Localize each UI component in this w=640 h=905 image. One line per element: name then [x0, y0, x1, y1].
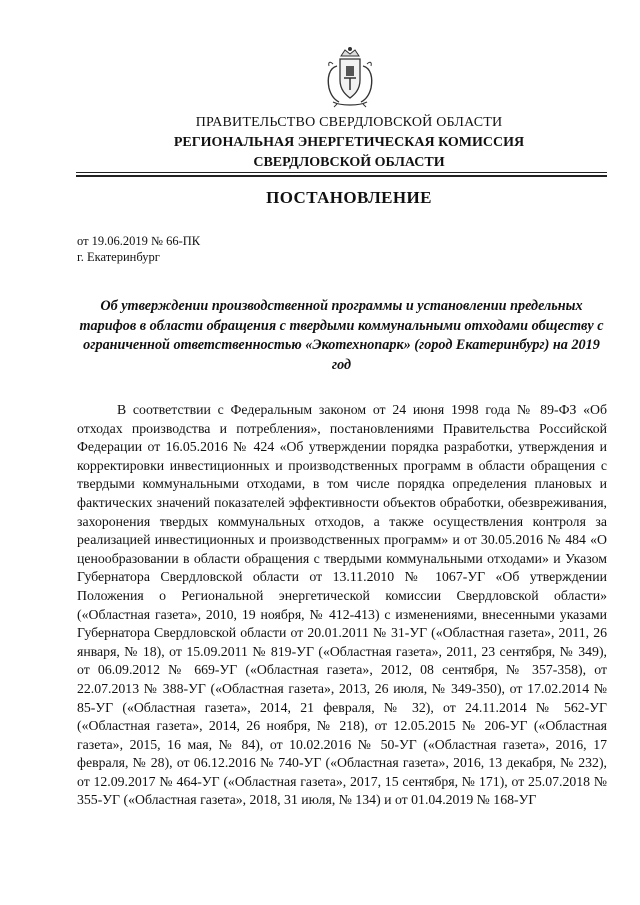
commission-name: РЕГИОНАЛЬНАЯ ЭНЕРГЕТИЧЕСКАЯ КОМИССИЯ — [173, 135, 525, 150]
header-divider-thick — [76, 175, 607, 177]
coat-of-arms-icon — [319, 46, 381, 108]
region-name: СВЕРДЛОВСКОЙ ОБЛАСТИ — [253, 155, 445, 170]
issuer-header — [0, 113, 640, 173]
document-type-title: ПОСТАНОВЛЕНИЕ — [266, 188, 432, 207]
issue-city: г. Екатеринбург — [77, 250, 160, 264]
body-paragraph: В соответствии с Федеральным законом от 24 июня 1998 года № 89-ФЗ «Об отходах производства и потребления», постановлениями Правительства Российской Федерации от 16.05.2016 № 424 «Об утверждении порядка разработки, утверждения и корректировки инвестиционных и производственных программ в области обращения с твердыми коммунальными отходами, в том числе порядка определения плановых и фактических значений показателей эффективности объектов обработки, обезвреживания, захоронения твердых коммунальных отходов, а также осуществления контроля за реализацией инвестиционных и производственных программ» и от 30.05.2016 № 484 «О ценообразовании в области обращения с твердыми коммунальными отходами» и Указом Губернатора Свердловской области от 13.11.2010 № 1067-УГ «Об утверждении Положения о Региональной энергетической комиссии Свердловской области» («Областная газета», 2010, 19 ноября, № 412-413) с изменениями, внесенными указами Губернатора Свердловской области от 20.01.2011 № 31-УГ («Областная газета», 2011, 26 января, № 18), от 15.09.2011 № 819-УГ («Областная газета», 2011, 23 сентября, № 349), от 06.09.2012 № 669-УГ («Областная газета», 2012, 08 сентября, № 357-358), от 22.07.2013 № 388-УГ («Областная газета», 2013, 26 июля, № 349-350), от 17.02.2014 № 85-УГ («Областная газета», 2014, 21 февраля, № 32), от 24.11.2014 № 562-УГ («Областная газета», 2014, 26 ноября, № 218), от 12.05.2015 № 206-УГ («Областная газета», 2015, 16 мая, № 84), от 10.02.2016 № 50-УГ («Областная газета», 2016, 17 февраля, № 28), от 06.12.2016 № 740-УГ («Областная газета», 2016, 13 декабря, № 232), от 12.09.2017 № 464-УГ («Областная газета», 2017, 15 сентября, № 171), от 25.07.2018 № 355-УГ («Областная газета», 2018, 31 июля, № 134) и от 01.04.2019 № 168-УГ — [77, 402, 607, 808]
date-and-number: от 19.06.2019 № 66-ПК — [77, 234, 201, 248]
document-subject: Об утверждении производственной программы и установлении предельных тарифов в области обращения с твердыми коммунальными отходами обществу с ограниченной ответственностью «Экотехнопарк» (город Екатеринбург) на 2019 год — [79, 298, 604, 373]
document-meta — [77, 233, 200, 265]
government-name: ПРАВИТЕЛЬСТВО СВЕРДЛОВСКОЙ ОБЛАСТИ — [195, 115, 503, 130]
header-divider-thin — [76, 172, 607, 173]
